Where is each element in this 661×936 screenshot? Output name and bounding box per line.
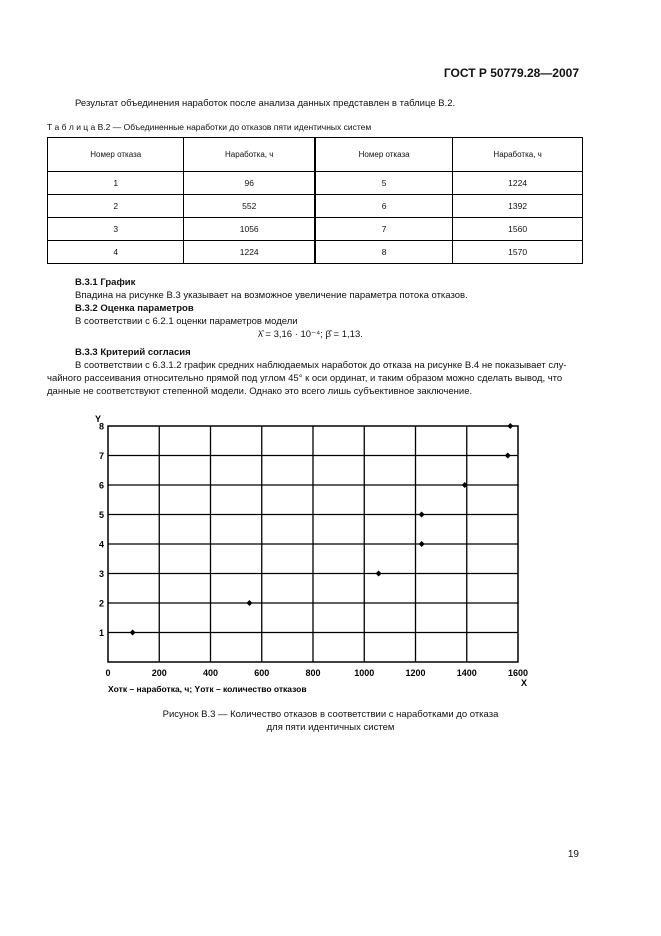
- figure-caption-line1: Рисунок В.3 — Количество отказов в соответствии с наработками до отказа: [162, 709, 499, 720]
- table-header-row: [48, 138, 583, 172]
- section-text-params: В соответствии с 6.2.1 оценки параметров модели: [75, 316, 298, 327]
- data-point: [419, 541, 425, 547]
- y-tick-label: 7: [98, 451, 104, 461]
- header-cell: Наработка, ч: [453, 138, 583, 172]
- table-cell: 5: [315, 172, 453, 195]
- table-row: [48, 218, 583, 241]
- table-cell: 1560: [453, 218, 583, 241]
- document-header: ГОСТ Р 50779.28—2007: [443, 66, 579, 80]
- x-tick-label: 0: [105, 668, 111, 678]
- y-tick-label: 4: [98, 539, 104, 550]
- section-text-fit-line3: данные не соответствуют степенной модели. Однако это всего лишь субъективное заключение.: [47, 386, 473, 397]
- header-cell: Наработка, ч: [184, 138, 315, 172]
- table-cell: 1: [48, 172, 184, 195]
- x-tick-label: 400: [202, 668, 219, 678]
- x-tick-label: 1400: [456, 668, 477, 678]
- table-row: [48, 241, 583, 264]
- data-point: [246, 600, 252, 606]
- table-cell: 552: [184, 195, 315, 218]
- data-point: [376, 571, 382, 577]
- y-tick-label: 3: [98, 569, 104, 579]
- table-caption: Т а б л и ц а В.2 — Объединенные наработки до отказов пяти идентичных систем: [47, 122, 372, 132]
- section-text-graph: Впадина на рисунке В.3 указывает на возможное увеличение параметра потока отказов.: [75, 290, 468, 301]
- header-cell: Номер отказа: [48, 138, 184, 172]
- y-tick-label: 2: [98, 598, 104, 609]
- table-row: [48, 195, 583, 218]
- table-cell: 4: [48, 241, 184, 264]
- table-cell: 1224: [453, 172, 583, 195]
- failures-chart: [90, 410, 550, 700]
- table-cell: 3: [48, 218, 184, 241]
- table-row: [48, 172, 583, 195]
- y-tick-label: 6: [98, 480, 104, 491]
- x-tick-label: 800: [305, 668, 321, 678]
- section-title-params: В.3.2 Оценка параметров: [75, 303, 194, 314]
- table-cell: 2: [48, 195, 184, 218]
- x-tick-label: 1000: [354, 668, 375, 678]
- section-text-fit-line1: В соответствии с 6.3.1.2 график средних наблюдаемых наработок до отказа на рисунке В.4 не показывает слу-: [75, 360, 567, 371]
- x-tick-label: 200: [151, 668, 167, 678]
- section-text-fit-line2: чайного рассеивания относительно прямой под углом 45° к оси ординат, и таким образом можно сделать вывод, что: [47, 373, 563, 384]
- axis-note: Xотк – наработка, ч; Yотк – количество отказов: [108, 684, 307, 694]
- table-cell: 96: [184, 172, 315, 195]
- x-axis-letter: X: [520, 678, 528, 688]
- y-tick-label: 5: [98, 510, 104, 520]
- header-cell: Номер отказа: [315, 138, 453, 172]
- y-axis-letter: Y: [94, 414, 102, 424]
- y-tick-label: 8: [98, 421, 104, 432]
- page-number: 19: [567, 849, 579, 860]
- x-tick-label: 1200: [405, 668, 426, 678]
- table-cell: 8: [315, 241, 453, 264]
- failures-table: [47, 137, 583, 264]
- x-tick-label: 600: [254, 668, 270, 678]
- table-cell: 6: [315, 195, 453, 218]
- figure-caption-line2: для пяти идентичных систем: [266, 722, 395, 733]
- data-point: [507, 423, 513, 429]
- table-cell: 1392: [453, 195, 583, 218]
- x-tick-label: 1600: [507, 668, 529, 678]
- y-tick-label: 1: [98, 628, 104, 638]
- section-title-fit: В.3.3 Критерий согласия: [75, 347, 191, 358]
- table-cell: 7: [315, 218, 453, 241]
- data-point: [505, 453, 511, 459]
- section-title-graph: В.3.1 График: [75, 277, 136, 288]
- table-cell: 1570: [453, 241, 583, 264]
- intro-paragraph: Результат объединения наработок после анализа данных представлен в таблице В.2.: [75, 98, 456, 109]
- data-point: [419, 512, 425, 518]
- chart-container: [90, 410, 550, 700]
- params-formula: λ̂ = 3,16 · 10⁻⁴; β̂ = 1,13.: [258, 329, 363, 340]
- table-cell: 1224: [184, 241, 315, 264]
- table-cell: 1056: [184, 218, 315, 241]
- data-point: [130, 630, 136, 636]
